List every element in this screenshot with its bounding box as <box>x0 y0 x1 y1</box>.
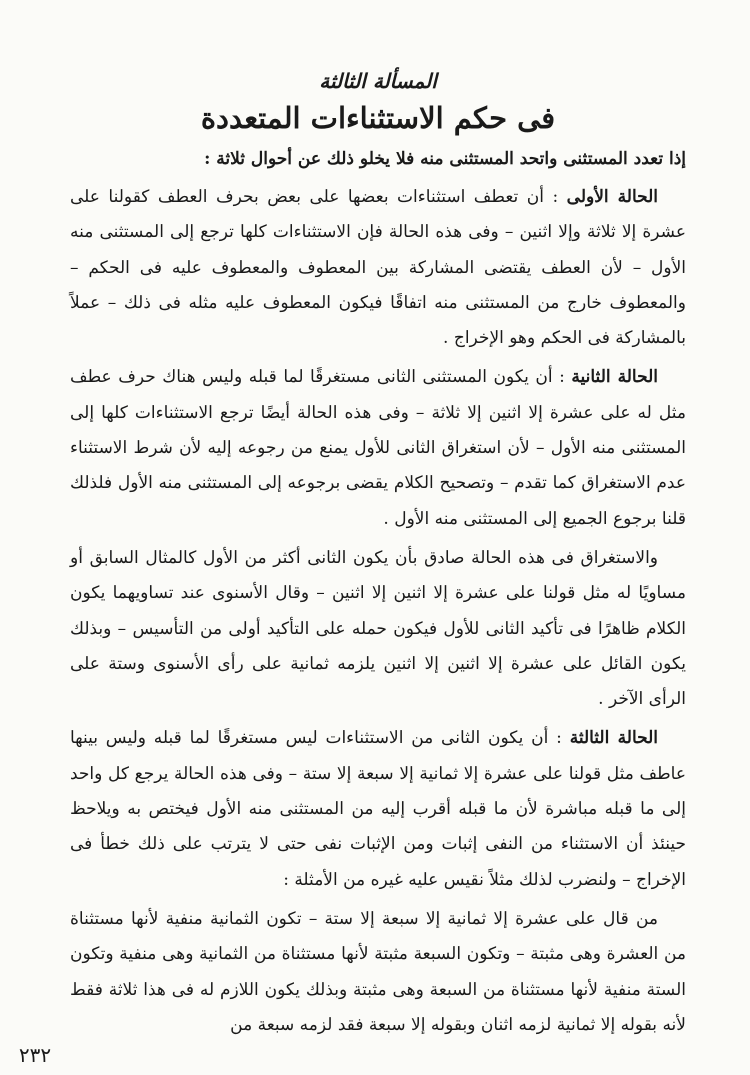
section-title: المسألة الثالثة <box>319 69 437 93</box>
case-2-continued-paragraph: والاستغراق فى هذه الحالة صادق بأن يكون الثانى أكثر من الأول كالمثال السابق أو مساويًا له مثل قولنا على عشرة إلا اثنين إلا اثنين – وقال الأسنوى عند تساويهما يكون الكلام ظاهرًا فى تأكيد الثانى للأول فيكون حمله على التأكيد أولى من التأسيس – وبذلك يكون القائل على عشرة إلا اثنين إلا اثنين يلزمه ثمانية على رأى الأسنوى وستة على الرأى الآخر . <box>70 547 686 710</box>
main-title: فى حكم الاستثناءات المتعددة <box>200 101 556 135</box>
page-number: ٢٣٢ <box>18 1043 52 1067</box>
case-3-text: : أن يكون الثانى من الاستثناءات ليس مستغرقًا لما قبله وليس بينها عاطف مثل قولنا على عشرة إلا ثمانية إلا سبعة إلا ستة – وفى هذه الحالة يرجع كل واحد إلى ما قبله مباشرة لأن ما قبله أقرب إليه من المستثنى منه الأول فيختص به ويلاحظ حينئذ أن الاستثناء من النفى إثبات ومن الإثبات نفى حتى لا يترتب على ذلك خطأ فى الإخراج – ولنضرب لذلك مثلاً نقيس عليه غيره من الأمثلة : <box>70 728 686 890</box>
case-2-label: الحالة الثانية <box>571 367 658 388</box>
case-1-label: الحالة الأولى <box>566 187 658 207</box>
case-3-paragraph <box>70 721 686 897</box>
case-1-text: : أن تعطف استثناءات بعضها على بعض بحرف العطف كقولنا على عشرة إلا ثلاثة وإلا اثنين – وفى هذه الحالة فإن الاستثناءات كلها ترجع إلى المستثنى منه الأول – لأن العطف يقتضى المشاركة بين المعطوف والمعطوف عليه فى الحكم – والمعطوف خارج من المستثنى منه اتفاقًا فيكون المعطوف عليه مثله فى ذلك – عملاً بالمشاركة فى الحكم وهو الإخراج . <box>70 187 686 349</box>
case-2-paragraph <box>70 360 686 536</box>
example-paragraph: من قال على عشرة إلا ثمانية إلا سبعة إلا ستة – تكون الثمانية منفية لأنها مستثناة من العشرة وهى مثبتة – وتكون السبعة مثبتة لأنها مستثناة من الثمانية وهى منفية وتكون الستة منفية لأنها مستثناة من السبعة وهى مثبتة وبذلك يكون اللازم له فى هذا ثلاثة فقط لأنه بقوله إلا ثمانية لزمه اثنان وبقوله إلا سبعة فقد لزمه سبعة من <box>70 908 686 1035</box>
case-2-text: : أن يكون المستثنى الثانى مستغرقًا لما قبله وليس هناك حرف عطف مثل له على عشرة إلا اثنين إلا ثلاثة – وفى هذه الحالة أيضًا ترجع الاستثناءات كلها إلى المستثنى منه الأول – لأن استغراق الثانى للأول يمنع من رجوعه إليه لأن شرط الاستثناء عدم الاستغراق كما تقدم – وتصحيح الكلام يقضى برجوعه إلى المستثنى منه الأول فلذلك قلنا برجوع الجميع إلى المستثنى منه الأول . <box>70 367 686 529</box>
case-1-paragraph <box>70 180 686 356</box>
document-page <box>70 60 686 1035</box>
case-3-label: الحالة الثالثة <box>569 728 659 749</box>
intro-paragraph: إذا تعدد المستثنى واتحد المستثنى منه فلا يخلو ذلك عن أحوال ثلاثة : <box>204 149 686 169</box>
